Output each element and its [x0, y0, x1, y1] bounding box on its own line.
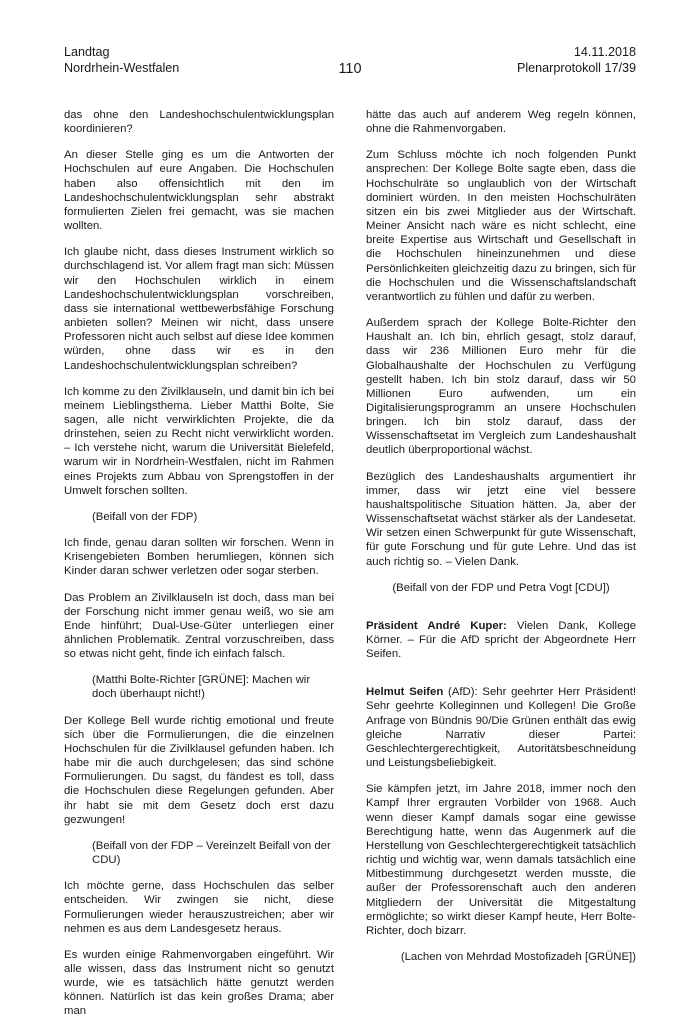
right-column: [366, 108, 636, 976]
paragraph: hätte das auch auf anderem Weg regeln können, ohne die Rahmenvorgaben.: [366, 109, 636, 136]
paragraph: Ich glaube nicht, dass dieses Instrument wirklich so durchschlagend ist. Vor allem fragt man sich: Müssen wir den Hochschulen wirklich in einem Landeshochschulentwicklungsplan vorschreiben, dass sie international wettbewerbsfähige Forschung anbieten sollen? Meinen wir nicht, dass unsere Professoren nicht auch selbst auf diese Idee kommen würden, ohne dass wir es in den Landeshochschulentwicklungsplan schreiben?: [64, 246, 334, 372]
header-state: Nordrhein-Westfalen: [64, 61, 180, 75]
speaker-name: Helmut Seifen: [366, 686, 444, 699]
speech-text: Vielen Dank, Kollege Körner. – Für die AfD spricht der Abgeordnete Herr Seifen.: [366, 619, 636, 661]
interjection: (Matthi Bolte-Richter [GRÜNE]: Machen wir doch überhaupt nicht!): [92, 674, 311, 701]
paragraph: An dieser Stelle ging es um die Antworten der Hochschulen auf eure Angaben. Die Hochschulen haben also offensichtlich mit den im Landeshochschulentwicklungsplan sehr abstrakt formulierten Zielen frei gemacht, was sie machen wollten.: [64, 149, 334, 233]
paragraph: Das Problem an Zivilklauseln ist doch, dass man bei der Forschung nicht immer genau weiß, wo sie am Ende hinführt; Dual-Use-Güter unterliegen einer ähnlichen Problematik. Zentral vorzuschreiben, dass so etwas nicht geht, finde ich einfach falsch.: [64, 591, 334, 661]
header-protocol: Plenarprotokoll 17/39: [516, 61, 636, 75]
interjection: (Beifall von der FDP – Vereinzelt Beifall von der CDU): [92, 839, 331, 867]
paragraph: Bezüglich des Landeshaushalts argumentiert ihr immer, dass wir jetzt eine viel bessere haushaltspolitische Situation hätten. Ja, aber der Wissenschaftsetat wächst stärker als der Landesetat. Wir setzen einen Schwerpunkt für gute Wissenschaft, für gute Forschung und für gute Lehre. Und das ist auch richtig so. – Vielen Dank.: [366, 470, 636, 568]
speaker-speech: [366, 685, 636, 770]
paragraph: Sie kämpfen jetzt, im Jahre 2018, immer noch den Kampf Ihrer ergrauten Vorbilder von 1968. Auch wenn dieser Kampf damals sogar eine gewisse Berechtigung hatte, wenn das Augenmerk auf die Herstellung von Geschlechtergerechtigkeit tatsächlich richtig und wichtig war, wenn damals tatsächlich eine Mitbestimmung durchgesetzt werden musste, die außer der Professorenschaft auch den anderen Mitgliedern der Universität die Mitgestaltung ermöglichte; so wirkt dieser Kampf heute, Herr Bolte-Richter, doch bizarr.: [366, 783, 636, 937]
header-parliament: Landtag: [64, 45, 110, 59]
paragraph: Der Kollege Bell wurde richtig emotional und freute sich über die Formulierungen, die die einzelnen Hochschulen für die Zivilklausel gefunden haben. Ich habe mir die auch durchgelesen; das sind schöne Formulierungen. Du sagst, du fändest es toll, dass die Hochschulen diese Regelungen gefunden. Aber ihr habt sie mit dem Gesetz doch erst dazu gezwungen!: [64, 714, 334, 826]
header-date: 14.11.2018: [573, 45, 636, 59]
header-right: [517, 44, 636, 76]
paragraph: das ohne den Landeshochschulentwicklungsplan koordinieren?: [64, 109, 334, 136]
page-number: 110: [338, 61, 362, 77]
paragraph: Ich komme zu den Zivilklauseln, und damit bin ich bei meinem Lieblingsthema. Lieber Matthi Bolte, Sie sagen, alle nicht verwirklichten Projekte, die da drinstehen, seien zu Recht nicht verwirklicht worden. – Ich verstehe nicht, warum die Universität Bielefeld, warum wir in Nordrhein-Westfalen, nicht im Rahmen eines Projekts zum Abbau von Sprengstoffen in der Umwelt forschen sollten.: [64, 385, 334, 497]
left-column: [64, 108, 334, 1031]
paragraph: Zum Schluss möchte ich noch folgenden Punkt ansprechen: Der Kollege Bolte sagte eben, dass die Hochschulräte so unglaublich von der Wirtschaft dominiert würden. In den meisten Hochschulräten sitzen ein bis zwei Mitglieder aus der Wirtschaft. Meiner Ansicht nach wäre es nicht schlecht, eine breite Expertise aus Wirtschaft und Gesellschaft in die Hochschulen hineinzunehmen und diese Persönlichkeiten gleichzeitig dazu zu bringen, sich für die Hochschulen und die Wissenschaftslandschaft verantwortlich zu fühlen und dafür zu werben.: [366, 149, 636, 303]
speaker-name: Präsident André Kuper:: [366, 619, 507, 632]
speech-text: (AfD): Sehr geehrter Herr Präsident! Sehr geehrte Kolleginnen und Kollegen! Die Große Anfrage von Bündnis 90/Die Grünen enthält das ewig gleiche Narrativ dieser Partei: Geschlechtergerechtigkeit, Autoritätsbeschneidung und Leistungsbeliebigkeit.: [366, 686, 637, 770]
interjection: (Beifall von der FDP): [92, 510, 198, 523]
page-header: [64, 44, 636, 84]
paragraph: Ich möchte gerne, dass Hochschulen das selber entscheiden. Wir zwingen sie nicht, diese Formulierungen wieder herauszustreichen; aber wir nehmen es aus dem Landesgesetz heraus.: [64, 880, 334, 935]
president-speech: [366, 619, 636, 661]
paragraph: Es wurden einige Rahmenvorgaben eingeführt. Wir alle wissen, dass das Instrument nicht so genutzt wurde, wie es tatsächlich hätte genutzt werden können. Natürlich ist das kein großes Drama; aber man: [64, 948, 334, 1018]
interjection: (Lachen von Mehrdad Mostofizadeh [GRÜNE]): [400, 950, 636, 963]
interjection: (Beifall von der FDP und Petra Vogt [CDU]): [392, 581, 610, 594]
paragraph: Außerdem sprach der Kollege Bolte-Richter den Haushalt an. Ich bin, ehrlich gesagt, stolz darauf, dass wir 236 Millionen Euro mehr für die Globalhaushalte der Hochschulen zu Verfügung gestellt haben. Ich bin stolz darauf, dass wir 50 Millionen Euro aufwenden, um ein Digitalisierungsprogramm an unsere Hochschulen bringen. Ich bin stolz darauf, dass der Wissenschaftsetat im Vergleich zum Landeshaushalt deutlich überproportional wächst.: [366, 317, 636, 457]
paragraph: Ich finde, genau daran sollten wir forschen. Wenn in Krisengebieten Bomben herumliegen, können sich Kinder daran schwer verletzen oder sogar sterben.: [64, 537, 334, 578]
